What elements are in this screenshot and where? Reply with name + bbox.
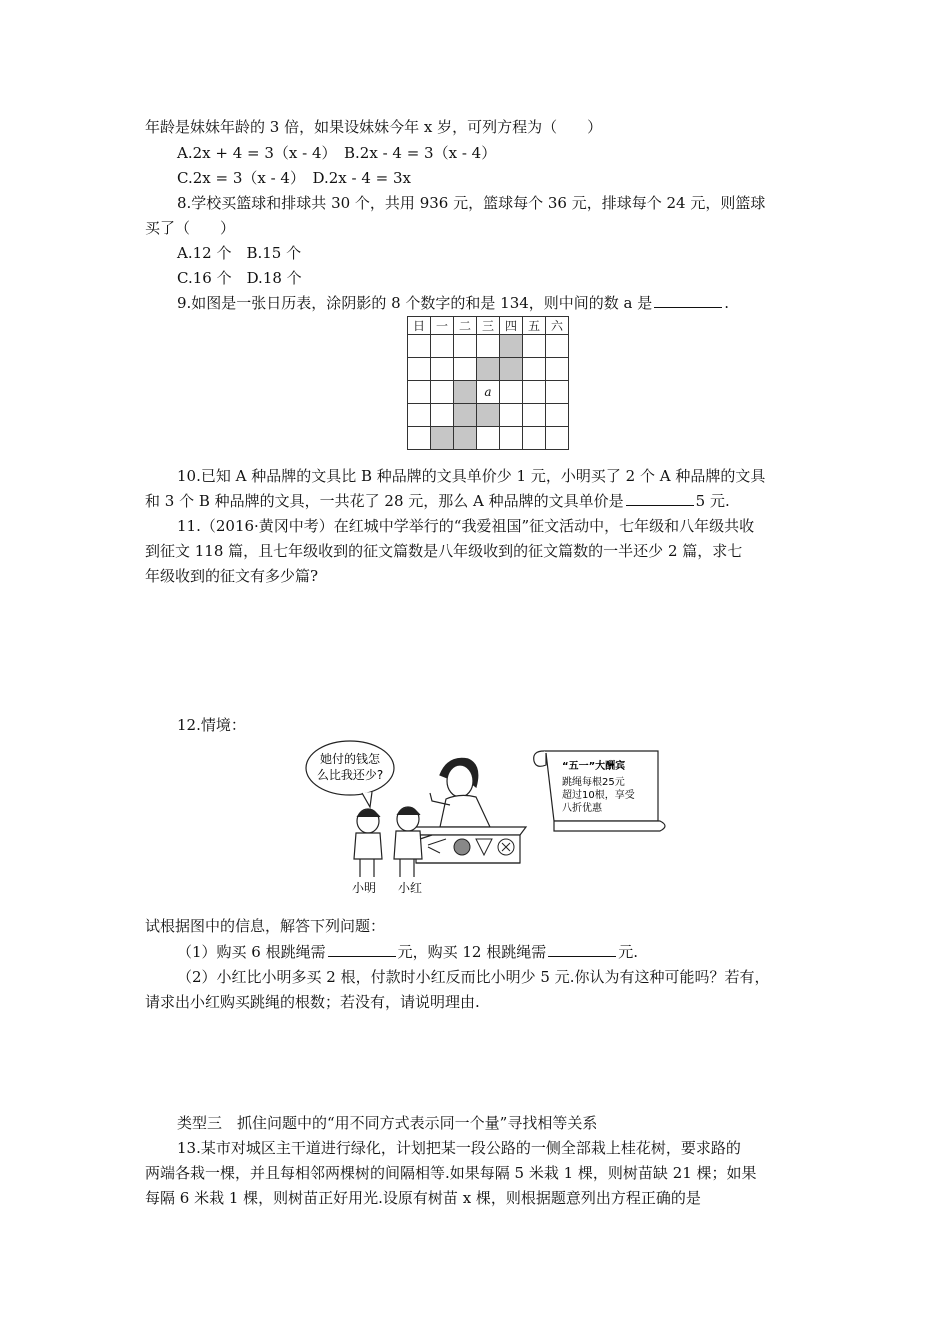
- calendar-cell: [431, 335, 454, 358]
- calendar-cell: [477, 427, 500, 450]
- q13-stem-line3: 每隔 6 米栽 1 棵，则树苗正好用光.设原有树苗 x 棵，则根据题意列出方程正确的是: [145, 1189, 701, 1207]
- banner-title: “五一”大酬宾: [562, 761, 626, 772]
- q10-answer-blank[interactable]: [626, 491, 694, 506]
- calendar-cell: [408, 335, 431, 358]
- q8-options-cd: C.16 个 D.18 个: [177, 269, 302, 287]
- q12-answer-blank-1[interactable]: [328, 942, 396, 957]
- calendar-header: 五: [523, 317, 546, 335]
- calendar-cell-center-a: a: [477, 381, 500, 404]
- shop-scene-illustration: [300, 735, 670, 895]
- banner-line-1: 跳绳每根25元: [562, 777, 625, 788]
- calendar-cell: [546, 427, 569, 450]
- calendar-cell: [546, 404, 569, 427]
- calendar-cell-shaded: [500, 335, 523, 358]
- q11-stem-line1: 11.（2016·黄冈中考）在红城中学举行的“我爱祖国”征文活动中，七年级和八年级共收: [177, 517, 755, 535]
- q12-sub2-line2: 请求出小红购买跳绳的根数；若没有，请说明理由.: [145, 993, 480, 1011]
- calendar-cell-shaded: [454, 381, 477, 404]
- calendar-cell: [500, 381, 523, 404]
- q12-title: 12.情境：: [177, 716, 246, 734]
- calendar-cell: [408, 381, 431, 404]
- calendar-header: 三: [477, 317, 500, 335]
- speech-line-1: 她付的钱怎: [319, 752, 381, 766]
- q13-stem-line2: 两端各栽一棵，并且每相邻两棵树的间隔相等.如果每隔 5 米栽 1 棵，则树苗缺 21 棵；如果: [145, 1164, 757, 1182]
- calendar-cell-shaded: [477, 404, 500, 427]
- calendar-cell: [523, 427, 546, 450]
- q10-stem-line2: [145, 491, 730, 511]
- banner-line-2: 超过10根，享受: [562, 790, 635, 801]
- q10-end: 5 元.: [695, 492, 730, 510]
- calendar-cell-shaded: [477, 358, 500, 381]
- q12-answer-blank-2[interactable]: [548, 942, 616, 957]
- calendar-header: 二: [454, 317, 477, 335]
- q7-options-ab: A.2x + 4 = 3（x - 4） B.2x - 4 = 3（x - 4）: [177, 144, 497, 162]
- calendar-cell: [431, 381, 454, 404]
- banner-line-3: 八折优惠: [562, 803, 602, 814]
- q12-sub2-line1: （2）小红比小明多买 2 根，付款时小红反而比小明少 5 元.你认为有这种可能吗？若有，: [177, 968, 770, 986]
- calendar-cell-shaded: [431, 427, 454, 450]
- q12-sub1-text-c: 元.: [618, 943, 639, 961]
- calendar-cell: [523, 358, 546, 381]
- calendar-cell: [408, 358, 431, 381]
- q12-sub1: [177, 942, 638, 962]
- speech-line-2: 么比我还少?: [316, 768, 384, 782]
- calendar-cell: [523, 404, 546, 427]
- calendar-cell: [546, 358, 569, 381]
- q9-stem: [177, 293, 729, 313]
- q10-stem-line1: 10.已知 A 种品牌的文具比 B 种品牌的文具单价少 1 元，小明买了 2 个 A 种品牌的文具: [177, 467, 766, 485]
- calendar-cell: [546, 335, 569, 358]
- calendar-cell: [408, 427, 431, 450]
- calendar-cell: [546, 381, 569, 404]
- calendar-cell: [500, 427, 523, 450]
- calendar-cell: [500, 404, 523, 427]
- shopkeeper-figure: [430, 758, 490, 827]
- q7-options-cd: C.2x = 3（x - 4） D.2x - 4 = 3x: [177, 169, 411, 187]
- q13-stem-line1: 13.某市对城区主干道进行绿化，计划把某一段公路的一侧全部栽上桂花树，要求路的: [177, 1139, 741, 1157]
- calendar-cell: [523, 335, 546, 358]
- calendar-cell: [477, 335, 500, 358]
- calendar-header: 日: [408, 317, 431, 335]
- calendar-cell-shaded: [454, 427, 477, 450]
- q9-answer-blank[interactable]: [654, 293, 722, 308]
- q12-sub1-text-a: （1）购买 6 根跳绳需: [177, 943, 326, 961]
- calendar-cell: [408, 404, 431, 427]
- label-xiaohong: 小红: [398, 881, 423, 895]
- q8-options-ab: A.12 个 B.15 个: [177, 244, 302, 262]
- calendar-header: 四: [500, 317, 523, 335]
- q9-text: 9.如图是一张日历表，涂阴影的 8 个数字的和是 134，则中间的数 a 是: [177, 294, 653, 312]
- q7-stem: 年龄是妹妹年龄的 3 倍，如果设妹妹今年 x 岁，可列方程为（ ）: [145, 118, 603, 136]
- boy-xiaoming-figure: [354, 809, 382, 877]
- q11-stem-line2: 到征文 118 篇，且七年级收到的征文篇数是八年级收到的征文篇数的一半还少 2 篇，求七: [145, 542, 743, 560]
- calendar-cell-shaded: [500, 358, 523, 381]
- calendar-table: [407, 316, 569, 450]
- q9-end: .: [724, 294, 730, 312]
- q12-sub1-text-b: 元，购买 12 根跳绳需: [397, 943, 547, 961]
- q8-stem-line1: 8.学校买篮球和排球共 30 个，共用 936 元，篮球每个 36 元，排球每个 24 元，则篮球: [177, 194, 766, 212]
- calendar-header: 一: [431, 317, 454, 335]
- calendar-cell-shaded: [454, 404, 477, 427]
- label-xiaoming: 小明: [352, 881, 377, 895]
- q12-prompt: 试根据图中的信息，解答下列问题：: [145, 917, 386, 935]
- calendar-header: 六: [546, 317, 569, 335]
- calendar-cell: [454, 358, 477, 381]
- calendar-cell: [523, 381, 546, 404]
- q10-text: 和 3 个 B 种品牌的文具，一共花了 28 元，那么 A 种品牌的文具单价是: [145, 492, 624, 510]
- calendar-cell: [431, 358, 454, 381]
- section-heading-type3: 类型三 抓住问题中的“用不同方式表示同一个量”寻找相等关系: [177, 1114, 598, 1132]
- promo-banner: [534, 751, 665, 831]
- calendar-cell: [454, 335, 477, 358]
- calendar-cell: [431, 404, 454, 427]
- q11-stem-line3: 年级收到的征文有多少篇?: [145, 567, 319, 585]
- q8-stem-line2: 买了（ ）: [145, 219, 236, 237]
